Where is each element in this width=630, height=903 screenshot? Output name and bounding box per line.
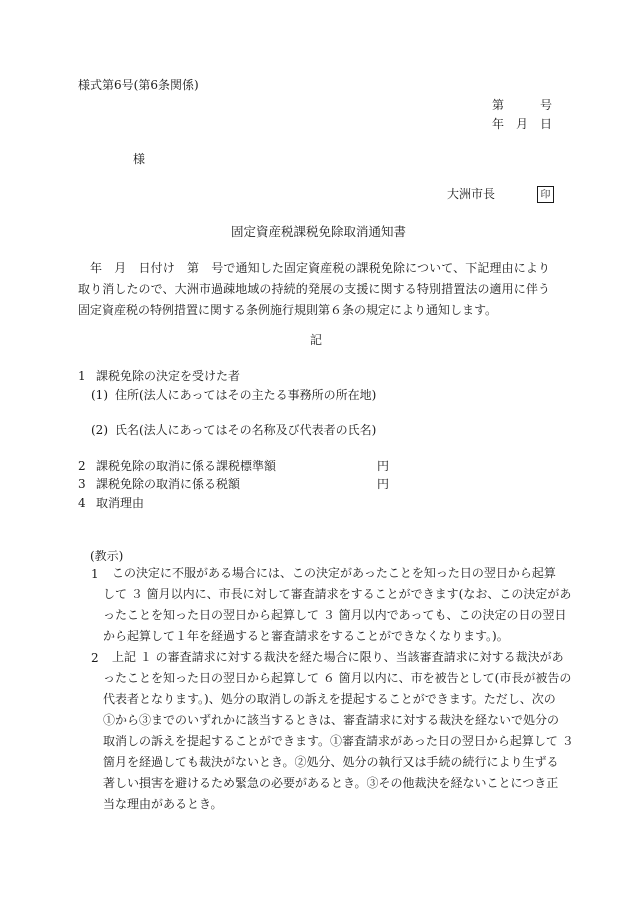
notice-p2-line: 取消しの訴えを提起することができます。①審査請求があった日の翌日から起算して ３ (103, 734, 574, 748)
ki-heading: 記 (310, 333, 323, 347)
item1-sub2-number: (2) (91, 423, 108, 437)
item2-number: 2 (78, 459, 86, 473)
item1-sub2-label: 氏名(法人にあってはその名称及び代表者の氏名) (115, 423, 377, 437)
issuer-name: 大洲市長 (447, 187, 496, 201)
item2-label: 課税免除の取消に係る課税標準額 (96, 459, 277, 473)
item2-unit: 円 (377, 459, 390, 473)
notice-p2-line: ったことを知った日の翌日から起算して ６ 箇月以内に、市を被告として(市長が被告の (103, 671, 572, 685)
item4-number: 4 (78, 496, 86, 510)
document-number-line: 第 号 (492, 98, 553, 112)
item3-number: 3 (78, 477, 86, 491)
notice-heading: (教示) (90, 549, 124, 563)
document-date-line: 年 月 日 (492, 117, 553, 131)
notice-p1-line: この決定に不服がある場合には、この決定があったことを知った日の翌日から起算 (112, 566, 556, 580)
notice-p1-number: 1 (91, 567, 99, 581)
addressee-suffix: 様 (133, 152, 146, 166)
notice-p1-line: から起算して１年を経過すると審査請求をすることができなくなります。)。 (103, 629, 509, 643)
notice-p2-line: 当な理由があるとき。 (103, 797, 223, 811)
notice-p2-number: 2 (91, 651, 99, 665)
item1-sub1-number: (1) (91, 388, 108, 402)
notice-p1-line: ったことを知った日の翌日から起算して ３ 箇月以内であっても、この決定の日の翌日 (103, 608, 567, 622)
notice-p2-line: 箇月を経過しても裁決がないとき。②処分、処分の執行又は手続の続行により生ずる (103, 755, 559, 769)
intro-paragraph: 年 月 日付け 第 号で通知した固定資産税の課税免除について、下記理由により取り消したので、大洲市過疎地域の持続的発展の支援に関する特別措置法の適用に伴う固定資産税の特例措置に関する条例施行規則第６条の規定により通知します。 (78, 261, 550, 317)
item1-label: 課税免除の決定を受けた者 (96, 369, 241, 383)
item4-label: 取消理由 (96, 496, 145, 510)
item3-unit: 円 (377, 477, 390, 491)
item1-number: 1 (78, 369, 86, 383)
item1-sub1-label: 住所(法人にあってはその主たる事務所の所在地) (115, 388, 377, 402)
notice-p2-line: 上記 １ の審査請求に対する裁決を経た場合に限り、当該審査請求に対する裁決があ (112, 650, 564, 664)
notice-p1-line: して ３ 箇月以内に、市長に対して審査請求をすることができます(なお、この決定があ (103, 587, 572, 601)
seal-stamp: 印 (537, 186, 554, 203)
notice-p2-line: 代表者となります。)、処分の取消しの訴えを提起することができます。ただし、次の (103, 692, 556, 706)
form-number: 様式第6号(第6条関係) (78, 78, 199, 92)
notice-p2-line: 著しい損害を避けるため緊急の必要があるとき。③その他裁決を経ないことにつき正 (103, 776, 559, 790)
document-title: 固定資産税課税免除取消通知書 (231, 224, 407, 239)
item3-label: 課税免除の取消に係る税額 (96, 477, 241, 491)
notice-p2-line: ①から③までのいずれかに該当するときは、審査請求に対する裁決を経ないで処分の (103, 713, 560, 727)
